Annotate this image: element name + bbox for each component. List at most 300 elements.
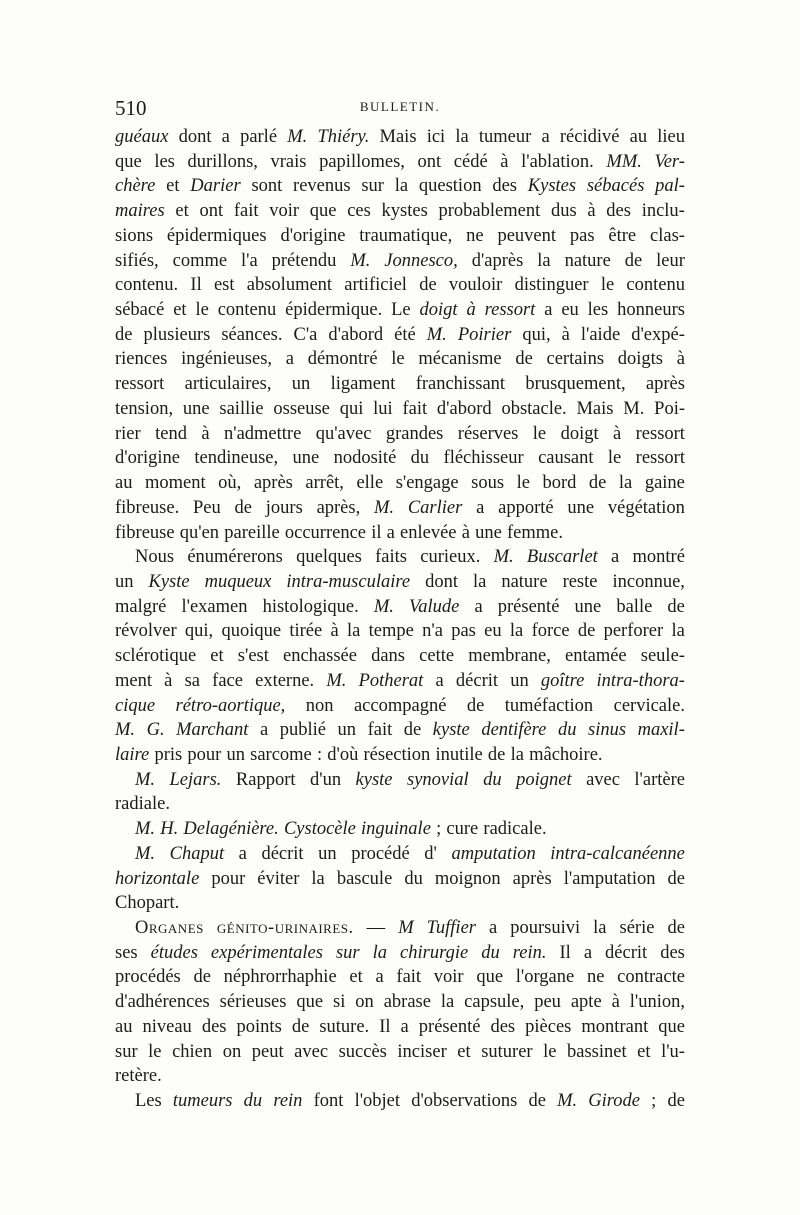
word: sa xyxy=(184,670,200,691)
word: démontré xyxy=(307,349,378,370)
word: s'engage xyxy=(395,473,459,494)
word: de xyxy=(234,497,252,518)
word: sarcome xyxy=(250,744,312,765)
italic-word: poignet xyxy=(516,769,572,790)
word: de xyxy=(588,473,607,494)
word: a xyxy=(583,942,593,963)
italic-word: M. xyxy=(135,769,156,790)
word: nature xyxy=(564,250,611,271)
text-line xyxy=(115,718,685,743)
word: niveau xyxy=(142,1016,192,1037)
word: leur xyxy=(656,250,685,271)
word: l'objet xyxy=(354,1091,401,1112)
word: la xyxy=(618,473,633,494)
word: seule- xyxy=(640,646,685,667)
word: grandes xyxy=(385,423,444,444)
word: s'est xyxy=(237,646,269,667)
word: pas xyxy=(451,621,476,642)
word: et xyxy=(210,646,224,667)
word: de xyxy=(515,349,533,370)
word: tension, xyxy=(115,398,174,419)
italic-word: goître xyxy=(540,670,585,691)
word: fait xyxy=(396,967,422,988)
word: de xyxy=(667,868,685,889)
word: suture. xyxy=(319,1016,370,1037)
word: plusieurs xyxy=(143,324,211,345)
word: l'a xyxy=(241,250,258,271)
word: séances. xyxy=(221,324,283,345)
word: le xyxy=(532,423,547,444)
word: nature xyxy=(501,571,548,592)
word: d'origine xyxy=(115,448,180,469)
word: jours xyxy=(265,497,303,518)
italic-word: guéaux xyxy=(115,127,169,147)
word: ressort xyxy=(635,448,685,469)
word: tirée xyxy=(289,621,323,642)
word: l'union, xyxy=(629,992,685,1013)
word: ressort xyxy=(635,423,685,444)
italic-word: Valude xyxy=(408,596,460,617)
word: points xyxy=(236,1016,282,1037)
word: après xyxy=(512,868,552,889)
word: contenu xyxy=(217,300,277,321)
text-line xyxy=(115,694,685,719)
word: Peu xyxy=(193,497,221,518)
word: revenus xyxy=(293,176,351,197)
text-line xyxy=(115,1089,685,1114)
italic-word: cique xyxy=(115,695,156,716)
word: révolver xyxy=(115,621,177,642)
word: la xyxy=(440,992,455,1013)
word: apporté xyxy=(498,497,554,518)
word: inconnue, xyxy=(612,571,685,592)
italic-word: rétro-aortique, xyxy=(175,695,286,716)
word: d' xyxy=(424,843,437,864)
italic-word: intra-thora- xyxy=(596,670,685,691)
word: Il xyxy=(190,275,202,296)
italic-word: Poirier xyxy=(457,324,512,345)
text-line xyxy=(115,372,685,397)
text-line xyxy=(115,521,685,546)
word: a xyxy=(221,127,230,147)
italic-word: M. xyxy=(374,497,395,518)
word: qui, xyxy=(184,621,214,642)
word: d'adhérences xyxy=(115,992,210,1013)
italic-word: sébacés xyxy=(586,176,645,197)
word: peut xyxy=(251,1041,284,1062)
text-line xyxy=(115,273,685,298)
word: ici xyxy=(426,127,446,147)
word: de xyxy=(667,1091,685,1112)
text-line xyxy=(115,249,685,274)
word: la xyxy=(509,621,524,642)
word: sions xyxy=(115,225,154,246)
text-line xyxy=(115,323,685,348)
word: cervicale. xyxy=(613,695,685,716)
word: articulaires, xyxy=(184,374,272,395)
italic-word: maxil- xyxy=(637,720,685,741)
word: eu xyxy=(561,300,579,321)
word: que xyxy=(115,151,142,172)
word: force xyxy=(531,621,570,642)
word: Rapport xyxy=(235,769,296,790)
word: a xyxy=(435,670,444,691)
word: osseuse xyxy=(273,398,330,419)
word: papillomes, xyxy=(319,151,405,172)
word: doigt xyxy=(560,423,599,444)
word: des xyxy=(201,1016,227,1037)
word: de xyxy=(115,324,133,345)
word: l'aide xyxy=(580,324,621,345)
word: des xyxy=(490,1016,516,1037)
word: décrit xyxy=(261,843,304,864)
word: peuvent xyxy=(497,225,557,246)
word: et xyxy=(175,201,189,222)
word: sur xyxy=(361,176,384,197)
word: d'expé- xyxy=(631,324,685,345)
word: font xyxy=(313,1091,344,1112)
word: fibreuse xyxy=(115,522,175,543)
word: est xyxy=(213,275,235,296)
word: un xyxy=(318,843,337,864)
word: le xyxy=(148,1041,162,1062)
word: radicale. xyxy=(483,819,547,840)
word: curieux. xyxy=(420,547,481,568)
word: de xyxy=(466,695,485,716)
word: dont xyxy=(178,127,212,147)
word: ne xyxy=(586,967,605,988)
italic-word: Buscarlet xyxy=(526,547,598,568)
word: énumérerons xyxy=(187,547,283,568)
word: M. xyxy=(623,398,645,419)
word: suturer xyxy=(481,1041,533,1062)
word: pareille xyxy=(224,522,280,543)
text-line xyxy=(115,397,685,422)
word: montré xyxy=(632,547,685,568)
italic-word: doigt xyxy=(419,300,458,321)
word: ne xyxy=(466,225,484,246)
word: le xyxy=(600,275,615,296)
word: un xyxy=(510,670,529,691)
word: des xyxy=(492,176,518,197)
text-line xyxy=(115,545,685,570)
word: a xyxy=(611,547,620,568)
text-line xyxy=(115,422,685,447)
word: où, xyxy=(218,473,242,494)
word: Poi- xyxy=(654,398,685,419)
word: de xyxy=(667,596,685,617)
italic-word: muqueux xyxy=(204,571,272,592)
word: tendineuse, xyxy=(194,448,279,469)
word: accompagné xyxy=(353,695,447,716)
word: pièces xyxy=(525,1016,572,1037)
word: qui, xyxy=(522,324,551,345)
word: ses xyxy=(115,942,138,963)
word: entamée xyxy=(565,646,627,667)
word: et xyxy=(349,967,363,988)
word: a xyxy=(259,720,269,741)
word: Mais xyxy=(379,127,417,147)
word: dus xyxy=(550,201,577,222)
italic-word: intra-musculaire xyxy=(286,571,411,592)
word: quelques xyxy=(296,547,362,568)
word: kystes xyxy=(381,201,428,222)
word: qui xyxy=(339,398,364,419)
word: vouloir xyxy=(448,275,503,296)
word: d'après xyxy=(471,250,524,271)
text-line xyxy=(115,792,685,817)
italic-word: Kystes xyxy=(527,176,577,197)
word: ces xyxy=(347,201,371,222)
italic-word: MM. xyxy=(606,151,642,172)
word: à xyxy=(613,423,622,444)
word: les xyxy=(154,151,175,172)
word: ont xyxy=(417,151,442,172)
word: succès xyxy=(338,1041,387,1062)
smallcaps-word: Organes xyxy=(135,918,204,938)
word: probablement xyxy=(438,201,541,222)
word: inciser xyxy=(397,1041,447,1062)
word: inutile xyxy=(435,744,483,765)
word: montrant xyxy=(581,1016,649,1037)
italic-word: maires xyxy=(115,201,165,222)
word: a xyxy=(489,918,498,938)
italic-word: ressort xyxy=(484,300,536,321)
word: retère. xyxy=(115,1066,162,1087)
word: sérieuses xyxy=(219,992,287,1013)
word: causant xyxy=(538,448,594,469)
text-line xyxy=(115,867,685,892)
text-line xyxy=(115,570,685,595)
word: mécanisme xyxy=(418,349,502,370)
word: Mais xyxy=(576,398,614,419)
italic-word: Ver- xyxy=(654,151,685,172)
word: résection xyxy=(363,744,431,765)
italic-word: M. xyxy=(115,720,136,741)
word: l'examen xyxy=(181,596,248,617)
italic-word: du xyxy=(557,720,577,741)
word: du xyxy=(404,868,423,889)
word: l'artère xyxy=(634,769,685,790)
word: une xyxy=(574,596,602,617)
italic-word: amputation xyxy=(451,843,536,864)
text-line xyxy=(115,224,685,249)
word: présenté xyxy=(497,596,560,617)
word: de xyxy=(487,744,506,765)
word: après, xyxy=(316,497,361,518)
text-line xyxy=(115,150,685,175)
italic-word: kyste xyxy=(355,769,393,790)
italic-word: Tuffier xyxy=(426,918,476,938)
word: le xyxy=(391,349,405,370)
italic-word: Jonnesco, xyxy=(384,250,458,271)
word: a xyxy=(238,843,247,864)
word: éviter xyxy=(257,868,300,889)
word: C'a xyxy=(293,324,318,345)
word: a xyxy=(476,497,485,518)
word: n'a xyxy=(422,621,443,642)
word: membrane, xyxy=(468,646,551,667)
word: : xyxy=(316,744,323,765)
word: tuméfaction xyxy=(504,695,594,716)
italic-word: M xyxy=(398,918,414,938)
word: externe. xyxy=(255,670,315,691)
word: face xyxy=(212,670,243,691)
word: la xyxy=(593,918,607,938)
word: de xyxy=(419,275,437,296)
italic-word: à xyxy=(466,300,476,321)
word: de xyxy=(291,1016,310,1037)
word: d'abord xyxy=(328,324,384,345)
word: n'admettre xyxy=(223,423,302,444)
word: à xyxy=(561,324,570,345)
italic-word: rein xyxy=(273,1091,303,1112)
word: Il xyxy=(559,942,571,963)
italic-word: chère xyxy=(115,176,156,197)
word: traumatique, xyxy=(359,225,453,246)
word: voir xyxy=(433,967,464,988)
word: la xyxy=(311,868,325,889)
word: et xyxy=(166,176,180,197)
page-header xyxy=(115,96,685,120)
italic-word: Delagénière. xyxy=(183,819,279,840)
word: à xyxy=(611,992,620,1013)
text-line xyxy=(115,298,685,323)
word: et xyxy=(637,1041,651,1062)
word: de xyxy=(193,967,211,988)
word: au xyxy=(629,127,648,147)
word: peu xyxy=(534,992,561,1013)
word: on xyxy=(222,1041,242,1062)
word: d'observations xyxy=(411,1091,518,1112)
word: un xyxy=(337,720,357,741)
word: d'origine xyxy=(280,225,346,246)
word: voir xyxy=(269,201,300,222)
word: un xyxy=(291,374,311,395)
word: procédé xyxy=(351,843,410,864)
word: être xyxy=(608,225,637,246)
italic-word: M. xyxy=(287,127,308,147)
text-line xyxy=(115,891,685,916)
word: ligament xyxy=(330,374,396,395)
word: de xyxy=(667,918,685,938)
word: du xyxy=(410,448,430,469)
word: que xyxy=(309,201,337,222)
word: ment xyxy=(115,670,152,691)
italic-word: M. xyxy=(426,324,447,345)
word: décrit xyxy=(455,670,499,691)
italic-word: intra-calcanéenne xyxy=(550,843,685,864)
word: la xyxy=(394,176,409,197)
italic-word: horizontale xyxy=(115,868,200,889)
word: inclu- xyxy=(641,201,685,222)
word: quoique xyxy=(221,621,282,642)
word: la xyxy=(455,127,469,147)
word: — xyxy=(366,918,386,938)
word: ; xyxy=(651,1091,657,1112)
text-line xyxy=(115,743,685,768)
word: d'où xyxy=(327,744,359,765)
word: au xyxy=(115,1016,133,1037)
text-line xyxy=(115,1040,685,1065)
word: capsule, xyxy=(464,992,525,1013)
italic-word: Chaput xyxy=(169,843,225,864)
word: de xyxy=(577,621,596,642)
word: obstacle. xyxy=(501,398,567,419)
word: bascule xyxy=(336,868,393,889)
word: contenu xyxy=(626,275,685,296)
italic-word: études xyxy=(150,942,198,963)
text-line xyxy=(115,471,685,496)
word: faits xyxy=(375,547,407,568)
word: une xyxy=(475,522,502,543)
word: clas- xyxy=(650,225,685,246)
italic-word: Carlier xyxy=(407,497,463,518)
italic-word: M. xyxy=(373,596,394,617)
word: récidivé xyxy=(559,127,620,147)
text-line xyxy=(115,199,685,224)
italic-word: M. xyxy=(557,1091,578,1112)
word: qu'avec xyxy=(315,423,372,444)
word: doigts xyxy=(617,349,663,370)
word: femme. xyxy=(506,522,563,543)
word: nodosité xyxy=(333,448,397,469)
word: mâchoire. xyxy=(529,744,603,765)
word: enchassée xyxy=(283,646,357,667)
word: pour xyxy=(211,868,246,889)
italic-word: sinus xyxy=(588,720,627,741)
word: d'abord xyxy=(436,398,492,419)
word: moignon xyxy=(434,868,501,889)
word: procédés xyxy=(115,967,181,988)
word: le xyxy=(195,300,209,321)
italic-word: du xyxy=(483,769,502,790)
word: les xyxy=(587,300,609,321)
word: un xyxy=(226,744,245,765)
word: brusquement, xyxy=(525,374,626,395)
italic-word: du xyxy=(243,1091,263,1112)
word: de xyxy=(403,720,422,741)
word: que xyxy=(476,967,504,988)
word: néphrorrhaphie xyxy=(223,967,337,988)
word: présenté xyxy=(418,1016,481,1037)
word: eu xyxy=(484,621,502,642)
italic-word: rein. xyxy=(512,942,547,963)
word: perforer xyxy=(603,621,664,642)
word: épidermique. xyxy=(285,300,383,321)
word: pour xyxy=(187,744,222,765)
text-line xyxy=(115,125,685,150)
text-line xyxy=(115,965,685,990)
word: sur xyxy=(115,1041,138,1062)
word: à xyxy=(676,349,685,370)
text-line xyxy=(115,347,685,372)
word: bord xyxy=(542,473,577,494)
word: à xyxy=(461,522,470,543)
word: honneurs xyxy=(617,300,685,321)
word: enlevée xyxy=(400,522,457,543)
italic-word: Kyste xyxy=(148,571,190,592)
word: de xyxy=(624,250,643,271)
text-line xyxy=(115,644,685,669)
italic-word: chirurgie xyxy=(400,942,469,963)
word: un xyxy=(115,571,134,592)
word: pris xyxy=(154,744,183,765)
italic-word: M. xyxy=(135,819,156,840)
text-line xyxy=(115,842,685,867)
word: l'u- xyxy=(661,1041,685,1062)
word: le xyxy=(516,473,530,494)
